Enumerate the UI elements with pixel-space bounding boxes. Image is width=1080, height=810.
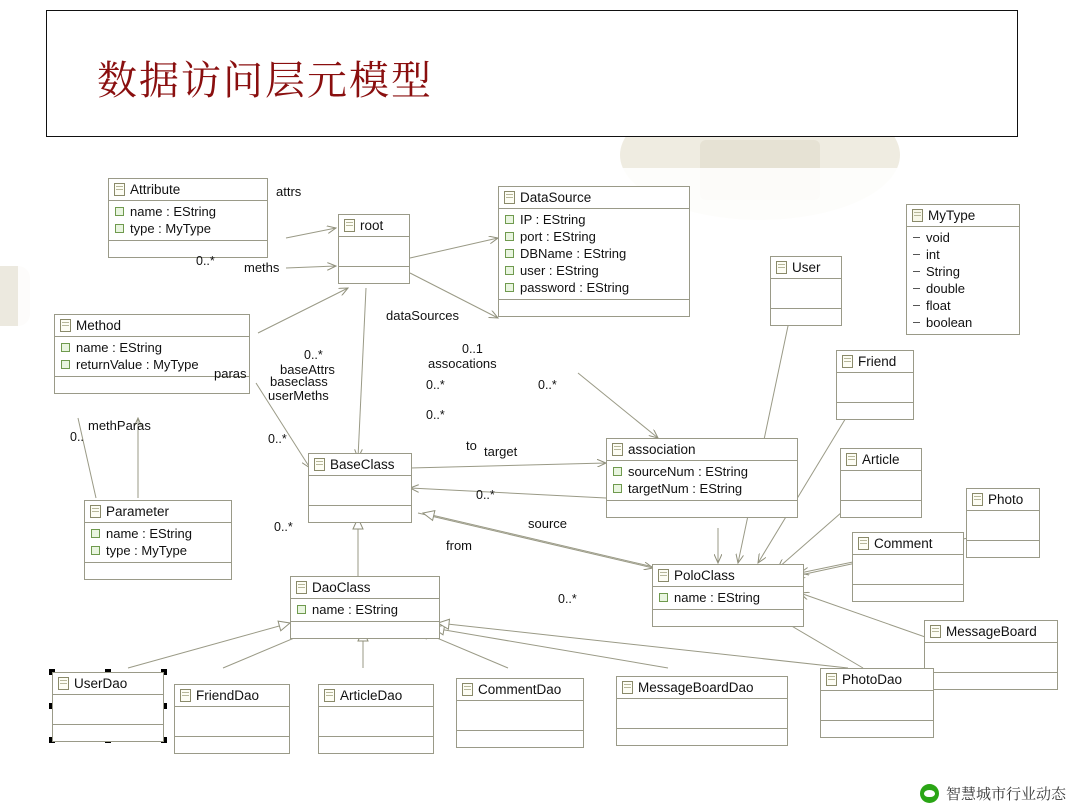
class-icon [776, 261, 787, 274]
literal-row: void [913, 229, 1015, 246]
edge-label-usermeths: userMeths [268, 388, 329, 403]
attribute-row: name : EString [659, 589, 799, 606]
class-articledao[interactable] [318, 684, 434, 754]
literal-row: double [913, 280, 1015, 297]
attribute-icon [297, 605, 306, 614]
class-poloclass[interactable] [652, 564, 804, 627]
edge-label-datasources: dataSources [386, 308, 459, 323]
class-icon [504, 191, 515, 204]
attribute-row: IP : EString [505, 211, 685, 228]
attribute-icon [613, 467, 622, 476]
attribute-icon [115, 224, 124, 233]
class-name: DataSource [520, 190, 592, 205]
class-name: DaoClass [312, 580, 371, 595]
attribute-row: type : MyType [115, 220, 263, 237]
multiplicity: 0..* [274, 520, 293, 534]
class-header [837, 351, 913, 373]
class-icon [90, 505, 101, 518]
class-header [291, 577, 439, 599]
class-photo[interactable] [966, 488, 1040, 558]
class-header [55, 315, 249, 337]
attribute-icon [505, 266, 514, 275]
edge-label-from: from [446, 538, 472, 553]
class-operations [617, 728, 787, 745]
attribute-row: user : EString [505, 262, 685, 279]
attribute-icon [61, 360, 70, 369]
attribute-icon [61, 343, 70, 352]
literal-icon [913, 237, 920, 239]
class-icon [314, 458, 325, 471]
class-name: PoloClass [674, 568, 735, 583]
attribute-icon [91, 529, 100, 538]
class-operations [339, 266, 409, 283]
class-messageboard[interactable] [924, 620, 1058, 690]
class-name: BaseClass [330, 457, 395, 472]
class-name: FriendDao [196, 688, 260, 703]
enum-icon [912, 209, 923, 222]
class-header [457, 679, 583, 701]
class-header [319, 685, 433, 707]
class-attributes [607, 461, 797, 500]
class-attributes [617, 699, 787, 728]
literal-row: boolean [913, 314, 1015, 331]
class-name: association [628, 442, 696, 457]
class-header [617, 677, 787, 699]
class-parameter[interactable] [84, 500, 232, 580]
class-root[interactable] [338, 214, 410, 284]
class-attributes [291, 599, 439, 621]
class-icon [296, 581, 307, 594]
multiplicity: 0..* [196, 254, 215, 268]
class-icon [60, 319, 71, 332]
class-name: Friend [858, 354, 897, 369]
class-name: MyType [928, 208, 976, 223]
class-icon [622, 681, 633, 694]
class-name: Parameter [106, 504, 170, 519]
edge-label-attrs: attrs [276, 184, 302, 199]
class-association[interactable] [606, 438, 798, 518]
attribute-icon [115, 207, 124, 216]
attribute-row: DBName : EString [505, 245, 685, 262]
class-operations [85, 562, 231, 579]
multiplicity: 0..* [268, 432, 287, 446]
edge-label-meths: meths [244, 260, 280, 275]
edge-label-assocations: assocations [428, 356, 497, 371]
attribute-row: name : EString [91, 525, 227, 542]
class-operations [319, 736, 433, 753]
class-header [309, 454, 411, 476]
multiplicity: 0..* [304, 348, 323, 362]
class-attributes [653, 587, 803, 609]
class-attributes [85, 523, 231, 562]
class-operations [291, 621, 439, 638]
diagram-canvas[interactable] [18, 168, 1062, 780]
literal-row: String [913, 263, 1015, 280]
class-operations [499, 299, 689, 316]
class-attributes [853, 555, 963, 584]
multiplicity: 0.. [70, 430, 84, 444]
class-header [925, 621, 1057, 643]
class-icon [324, 689, 335, 702]
multiplicity: 0..* [426, 378, 445, 392]
class-attributes [457, 701, 583, 730]
class-icon [846, 453, 857, 466]
attribute-row: targetNum : EString [613, 480, 793, 497]
edge-label-to: to [466, 438, 477, 453]
class-name: CommentDao [478, 682, 562, 697]
class-operations [853, 584, 963, 601]
class-operations [841, 500, 921, 517]
literal-row: int [913, 246, 1015, 263]
class-name: User [792, 260, 821, 275]
class-operations [607, 500, 797, 517]
class-icon [842, 355, 853, 368]
class-messageboarddao[interactable] [616, 676, 788, 746]
class-attributes [319, 707, 433, 736]
class-attributes [499, 209, 689, 299]
class-header [85, 501, 231, 523]
class-name: Method [76, 318, 122, 333]
class-header [175, 685, 289, 707]
attribute-icon [613, 484, 622, 493]
class-method[interactable] [54, 314, 250, 394]
edge-label-source: source [528, 516, 568, 531]
class-operations [821, 720, 933, 737]
class-attributes [821, 691, 933, 720]
multiplicity: 0..1 [462, 342, 483, 356]
edge-label-baseattrs: baseAttrs [280, 362, 335, 377]
class-icon [612, 443, 623, 456]
class-header [339, 215, 409, 237]
class-name: UserDao [74, 676, 128, 691]
literal-icon [913, 271, 920, 273]
class-attributes [309, 476, 411, 505]
attribute-icon [505, 232, 514, 241]
class-icon [658, 569, 669, 582]
class-header [607, 439, 797, 461]
class-header [821, 669, 933, 691]
multiplicity: 0..* [538, 378, 557, 392]
class-icon [58, 677, 69, 690]
class-attribute[interactable] [108, 178, 268, 258]
multiplicity: 0..* [476, 488, 495, 502]
watermark [920, 783, 1066, 804]
class-attributes [771, 279, 841, 308]
class-operations [457, 730, 583, 747]
class-attributes [175, 707, 289, 736]
attribute-row: name : EString [115, 203, 263, 220]
class-attributes [53, 695, 163, 724]
class-name: ArticleDao [340, 688, 403, 703]
class-header [53, 673, 163, 695]
class-name: PhotoDao [842, 672, 903, 687]
wechat-icon [920, 784, 939, 803]
class-operations [53, 724, 163, 741]
attribute-row: name : EString [297, 601, 435, 618]
class-attributes [841, 471, 921, 500]
class-attributes [967, 511, 1039, 540]
class-attributes [109, 201, 267, 240]
class-attributes [837, 373, 913, 402]
class-name: root [360, 218, 384, 233]
multiplicity: 0..* [426, 408, 445, 422]
class-icon [180, 689, 191, 702]
class-header [907, 205, 1019, 227]
class-icon [344, 219, 355, 232]
literal-icon [913, 322, 920, 324]
attribute-icon [91, 546, 100, 555]
class-commentdao[interactable] [456, 678, 584, 748]
class-mytype[interactable] [906, 204, 1020, 335]
class-header [967, 489, 1039, 511]
class-icon [114, 183, 125, 196]
class-article[interactable] [840, 448, 922, 518]
class-photodao[interactable] [820, 668, 934, 738]
class-header [841, 449, 921, 471]
literal-icon [913, 305, 920, 307]
class-daoclass[interactable] [290, 576, 440, 639]
class-name: MessageBoard [946, 624, 1037, 639]
edge-label-target: target [484, 444, 518, 459]
class-operations [925, 672, 1057, 689]
class-frienddao[interactable] [174, 684, 290, 754]
literal-icon [913, 288, 920, 290]
class-header [771, 257, 841, 279]
class-attributes [925, 643, 1057, 672]
class-friend[interactable] [836, 350, 914, 420]
class-name: MessageBoardDao [638, 680, 754, 695]
attribute-icon [659, 593, 668, 602]
title-box [46, 10, 1018, 137]
class-userdao[interactable] [52, 672, 164, 742]
attribute-icon [505, 215, 514, 224]
class-attributes [339, 237, 409, 266]
class-header [109, 179, 267, 201]
class-header [853, 533, 963, 555]
class-icon [972, 493, 983, 506]
class-datasource[interactable] [498, 186, 690, 317]
attribute-icon [505, 283, 514, 292]
class-operations [837, 402, 913, 419]
class-name: Article [862, 452, 900, 467]
literal-row: float [913, 297, 1015, 314]
class-header [499, 187, 689, 209]
literal-icon [913, 254, 920, 256]
page-title: 数据访问层元模型 [97, 58, 433, 104]
class-operations [967, 540, 1039, 557]
class-header [653, 565, 803, 587]
attribute-row: type : MyType [91, 542, 227, 559]
attribute-row: name : EString [61, 339, 245, 356]
class-operations [109, 240, 267, 257]
class-name: Comment [874, 536, 933, 551]
watermark-text: 智慧城市行业动态 [945, 785, 1066, 803]
edge-label-baseclass: baseclass [270, 374, 328, 389]
class-name: Attribute [130, 182, 181, 197]
class-comment[interactable] [852, 532, 964, 602]
class-operations [771, 308, 841, 325]
edge-label-paras: paras [214, 366, 247, 381]
attribute-row: returnValue : MyType [61, 356, 245, 373]
class-user[interactable] [770, 256, 842, 326]
class-operations [175, 736, 289, 753]
class-attributes [907, 227, 1019, 334]
class-operations [653, 609, 803, 626]
class-baseclass[interactable] [308, 453, 412, 523]
class-icon [826, 673, 837, 686]
class-icon [462, 683, 473, 696]
attribute-row: sourceNum : EString [613, 463, 793, 480]
class-name: Photo [988, 492, 1024, 507]
class-icon [930, 625, 941, 638]
attribute-icon [505, 249, 514, 258]
edge-label-methparas: methParas [88, 418, 151, 433]
class-operations [309, 505, 411, 522]
multiplicity: 0..* [558, 592, 577, 606]
attribute-row: port : EString [505, 228, 685, 245]
class-icon [858, 537, 869, 550]
attribute-row: password : EString [505, 279, 685, 296]
